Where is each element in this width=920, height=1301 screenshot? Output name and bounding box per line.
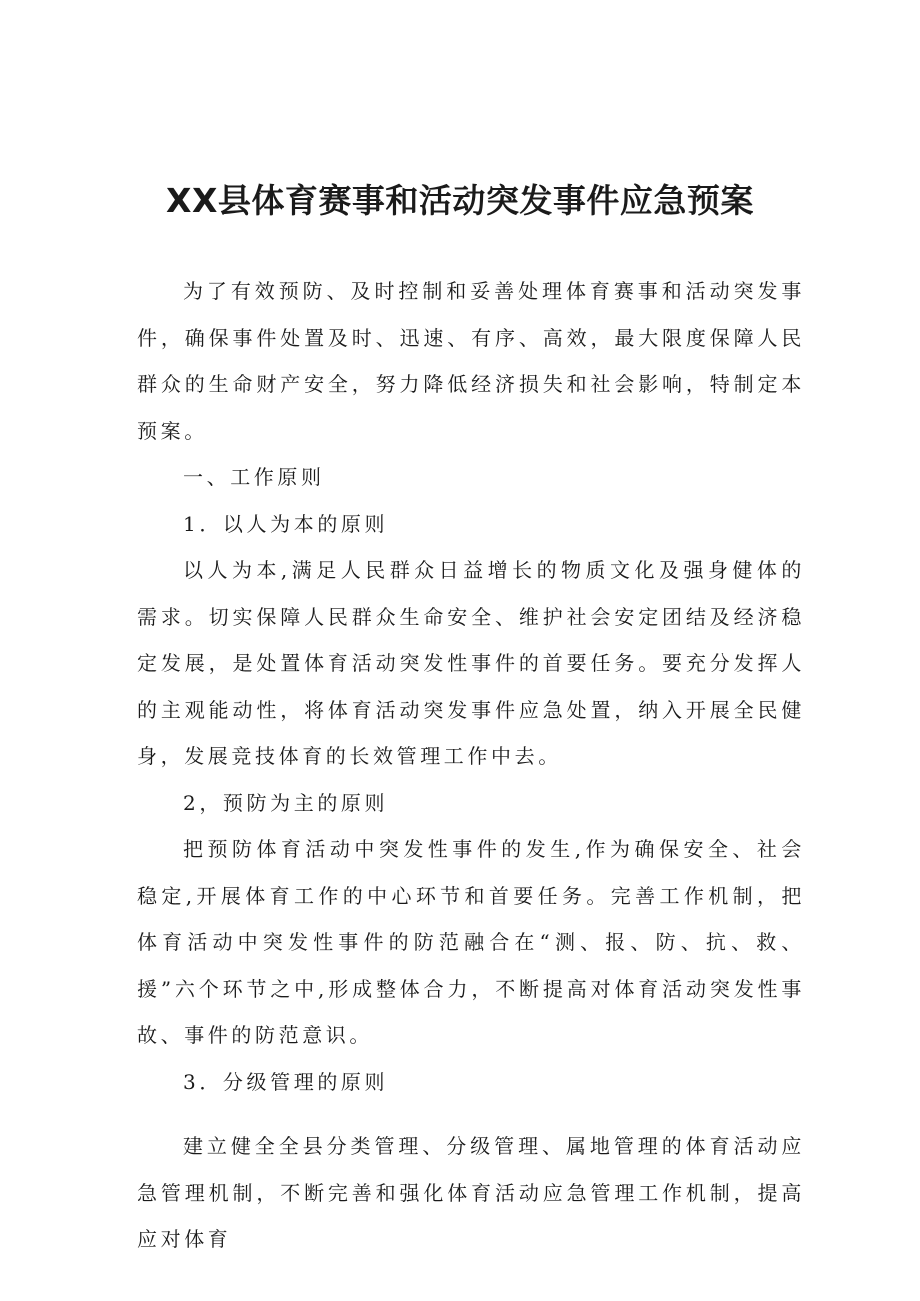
- document-title: XX县体育赛事和活动突发事件应急预案: [166, 181, 754, 220]
- principle-3-heading: 3．分级管理的原则: [183, 1069, 389, 1094]
- principle-1-paragraph: 以人为本,满足人民群众日益增长的物质文化及强身健体的需求。切实保障人民群众生命安全、维护社会安定团结及经济稳定发展，是处置体育活动突发性事件的首要任务。要充分发挥人的主观能动性，将体育活动突发事件应急处置，纳入开展全民健身，发展竞技体育的长效管理工作中去。: [137, 558, 805, 768]
- document-body: [137, 268, 805, 1263]
- intro-paragraph: 为了有效预防、及时控制和妥善处理体育赛事和活动突发事件，确保事件处置及时、迅速、有序、高效，最大限度保障人民群众的生命财产安全，努力降低经济损失和社会影响，特制定本预案。: [137, 279, 805, 443]
- principle-3-paragraph: 建立健全全县分类管理、分级管理、属地管理的体育活动应急管理机制，不断完善和强化体育活动应急管理工作机制，提高应对体育: [137, 1134, 805, 1251]
- principle-2-heading: 2，预防为主的原则: [183, 790, 389, 815]
- principle-1-heading: 1．以人为本的原则: [183, 511, 389, 536]
- section-heading-principles: 一、工作原则: [183, 465, 325, 489]
- principle-2-paragraph: 把预防体育活动中突发性事件的发生,作为确保安全、社会稳定,开展体育工作的中心环节和首要任务。完善工作机制，把体育活动中突发性事件的防范融合在“测、报、防、抗、救、援”六个环节之中,形成整体合力，不断提高对体育活动突发性事故、事件的防范意识。: [137, 837, 805, 1047]
